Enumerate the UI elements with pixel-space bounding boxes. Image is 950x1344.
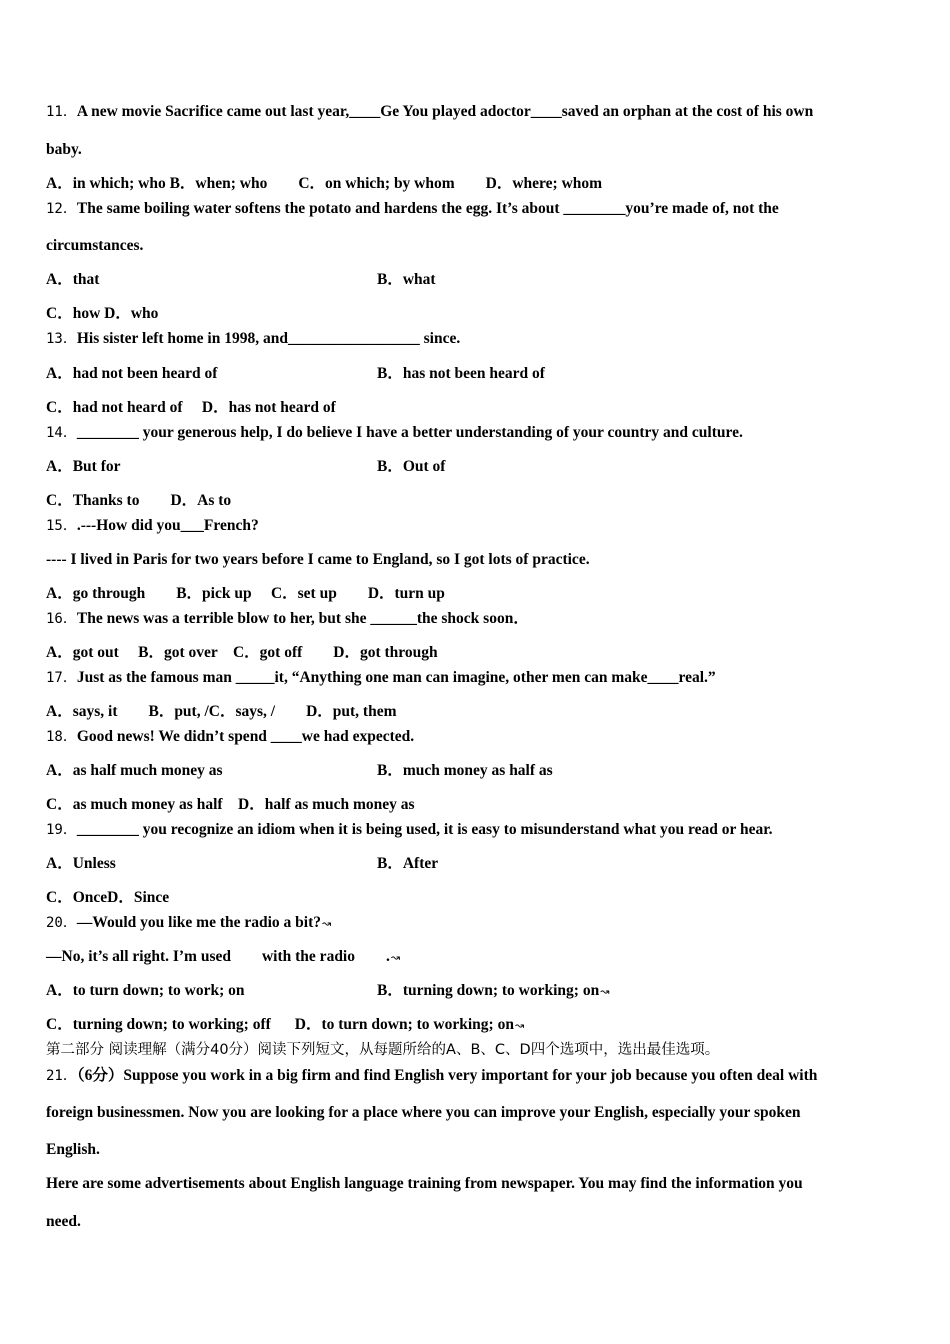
part2-heading: 第二部分 阅读理解（满分40分）阅读下列短文，从每题所给的A、B、C、D四个选项中，选出最佳选项。 bbox=[46, 1042, 720, 1058]
q12-number: 12． bbox=[46, 201, 77, 217]
q13-options-cd: C．had not heard of D．has not heard of bbox=[46, 399, 336, 416]
q11-stem-text: A new movie Sacrifice came out last year,____Ge You played adoctor____saved an orphan at the cost of his own bbox=[76, 103, 814, 120]
q21-line5: need. bbox=[46, 1213, 81, 1230]
q21-line2: foreign businessmen. Now you are looking for a place where you can improve your English, especially your spoken bbox=[46, 1104, 801, 1121]
q20-option-d: D．to turn down; to working; on bbox=[294, 1016, 514, 1033]
line-break-mark-icon: ↝ bbox=[600, 985, 610, 998]
q11-number: 11． bbox=[46, 104, 77, 120]
q15-number: 15． bbox=[46, 518, 77, 534]
q20-stem-line2 bbox=[46, 947, 400, 968]
q15-stem-line1 bbox=[46, 516, 259, 536]
q19-option-a: A．Unless bbox=[46, 855, 116, 872]
q21-text-1: （6分）Suppose you work in a big firm and find English very important for your job because you often deal with bbox=[76, 1067, 818, 1084]
q20-number: 20． bbox=[46, 915, 77, 931]
q20-stem-line1 bbox=[46, 913, 331, 934]
q15-stem-line2: ---- I lived in Paris for two years before I came to England, so I got lots of practice. bbox=[46, 551, 590, 568]
q17-number: 17． bbox=[46, 670, 77, 686]
q16-number: 16． bbox=[46, 611, 77, 627]
q18-option-a: A．as half much money as bbox=[46, 762, 223, 779]
q13-option-b: B．has not been heard of bbox=[377, 365, 545, 382]
q13-stem-line1 bbox=[46, 329, 460, 349]
line-break-mark-icon: ↝ bbox=[390, 951, 401, 964]
q12-stem-line1 bbox=[46, 199, 779, 219]
q18-number: 18． bbox=[46, 729, 77, 745]
q11-options: A．in which; who B．when; who C．on which; by whom D．where; whom bbox=[46, 175, 603, 192]
q20-option-a: A．to turn down; to work; on bbox=[46, 982, 245, 999]
q19-stem-line1 bbox=[46, 820, 773, 840]
q17-stem-text: Just as the famous man _____it, “Anything one man can imagine, other men can make____real.” bbox=[76, 669, 716, 686]
q20-options-cd bbox=[46, 1015, 524, 1036]
q14-options-cd: C．Thanks to D．As to bbox=[46, 492, 232, 509]
q12-option-b: B．what bbox=[377, 271, 436, 288]
q12-options-ab bbox=[46, 270, 99, 290]
line-break-mark-icon: ↝ bbox=[322, 917, 332, 930]
q11-stem-line1 bbox=[46, 102, 813, 122]
q12-stem-line2: circumstances. bbox=[46, 237, 144, 254]
q16-options: A．got out B．got over C．got off D．got through bbox=[46, 644, 438, 661]
q21-line1 bbox=[46, 1066, 817, 1086]
q19-number: 19． bbox=[46, 822, 77, 838]
q17-options: A．says, it B．put, /C．says, / D．put, them bbox=[46, 703, 397, 720]
q14-stem-line1 bbox=[46, 423, 743, 443]
q14-option-a: A．But for bbox=[46, 458, 121, 475]
line-break-mark-icon: ↝ bbox=[514, 1019, 525, 1032]
q20-option-b: B．turning down; to working; on bbox=[377, 982, 600, 999]
q18-stem-line1 bbox=[46, 727, 414, 747]
q12-options-cd: C．how D．who bbox=[46, 305, 159, 322]
q20-stem-text: —Would you like me the radio a bit? bbox=[76, 914, 322, 931]
q11-stem-line2: baby. bbox=[46, 141, 82, 158]
q21-number: 21． bbox=[46, 1068, 77, 1084]
q13-stem-text: His sister left home in 1998, and_________________ since. bbox=[76, 330, 461, 347]
q12-stem-text: The same boiling water softens the potato and hardens the egg. It’s about ________you’re made of, not the bbox=[76, 200, 779, 217]
q13-option-a: A．had not been heard of bbox=[46, 365, 218, 382]
q14-number: 14． bbox=[46, 425, 77, 441]
q16-stem-text: The news was a terrible blow to her, but she ______the shock soon． bbox=[76, 610, 529, 627]
q20-option-c: C．turning down; to working; off bbox=[46, 1016, 271, 1033]
q19-stem-text: ________ you recognize an idiom when it is being used, it is easy to misunderstand what you read or hear. bbox=[76, 821, 773, 838]
q19-option-b: B．After bbox=[377, 855, 439, 872]
q18-stem-text: Good news! We didn’t spend ____we had expected. bbox=[76, 728, 415, 745]
q19-options-cd: C．OnceD．Since bbox=[46, 889, 170, 906]
q18-options-cd: C．as much money as half D．half as much money as bbox=[46, 796, 415, 813]
q12-option-a: A．that bbox=[46, 271, 100, 288]
q18-option-b: B．much money as half as bbox=[377, 762, 553, 779]
q20-option-b-line bbox=[377, 981, 609, 1002]
q13-number: 13． bbox=[46, 331, 77, 347]
q16-stem-line1 bbox=[46, 609, 529, 629]
q14-stem-text: ________ your generous help, I do believe I have a better understanding of your country and culture. bbox=[76, 424, 743, 441]
q21-line3: English. bbox=[46, 1141, 100, 1158]
q20-stem-text-2: —No, it’s all right. I’m used with the radio . bbox=[46, 948, 390, 965]
q15-stem-text: .---How did you___French? bbox=[76, 517, 259, 534]
q21-line4: Here are some advertisements about English language training from newspaper. You may find the information you bbox=[46, 1175, 803, 1192]
q14-option-b: B．Out of bbox=[377, 458, 446, 475]
q15-options: A．go through B．pick up C．set up D．turn up bbox=[46, 585, 445, 602]
q17-stem-line1 bbox=[46, 668, 716, 688]
